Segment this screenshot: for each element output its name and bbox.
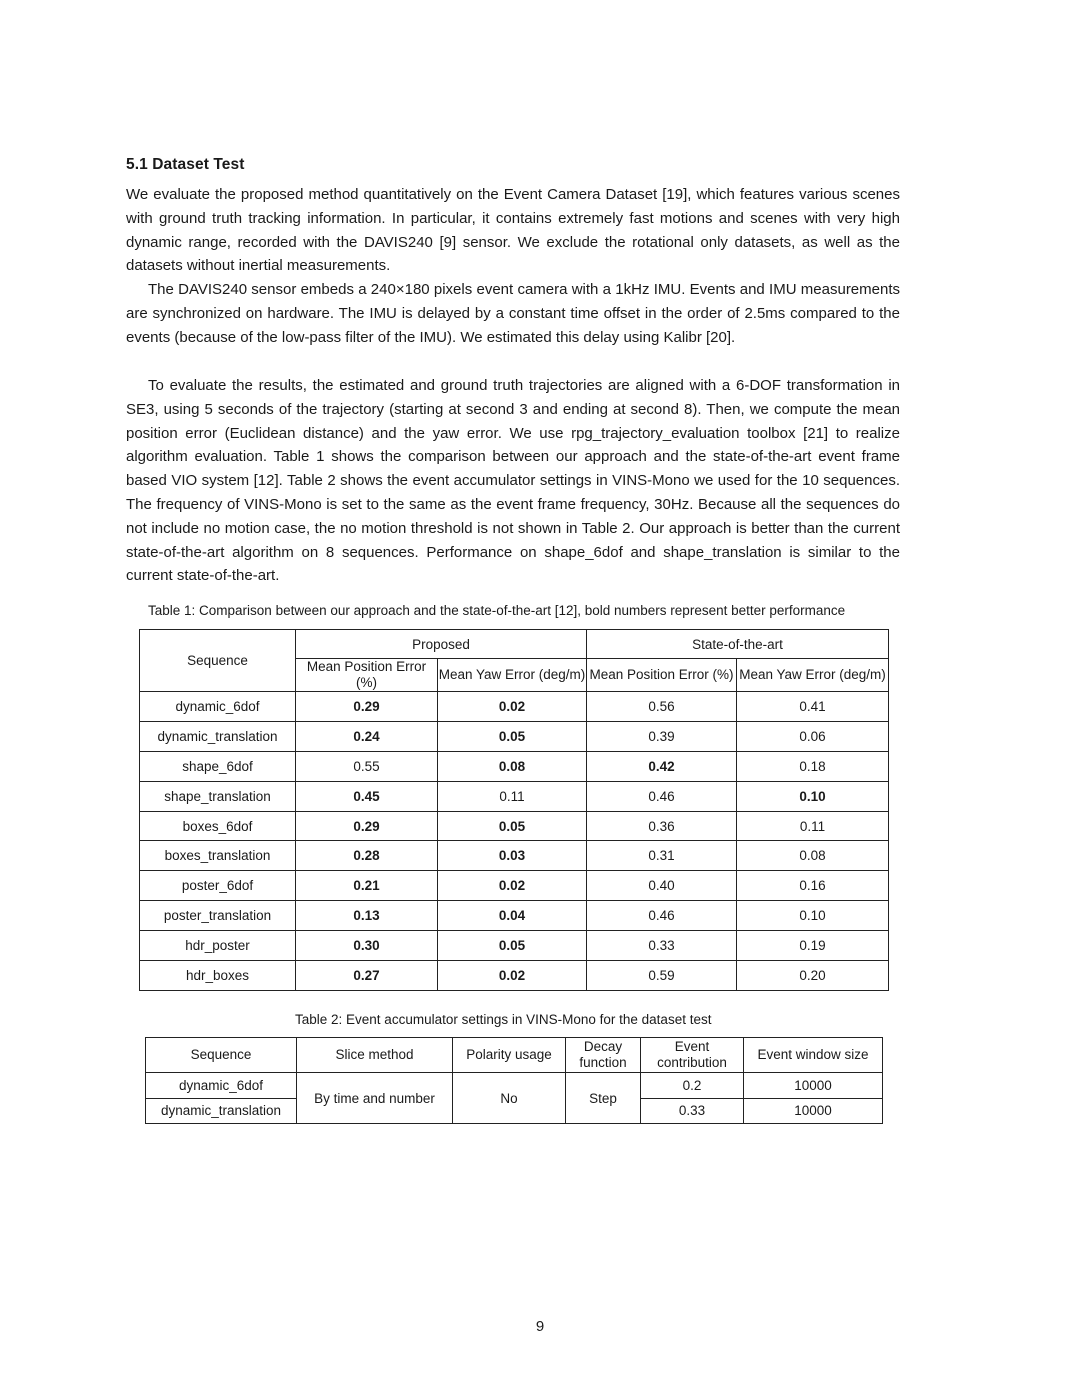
table-row [140, 871, 889, 901]
table-row [140, 751, 889, 781]
t1-cell-p-yaw: 0.02 [438, 692, 587, 722]
t1-cell-sequence: shape_6dof [140, 751, 296, 781]
t1-cell-p-pos: 0.21 [296, 871, 438, 901]
t2-cell-decay-function: Step [566, 1073, 641, 1124]
t1-cell-s-pos: 0.33 [587, 931, 737, 961]
t1-cell-s-yaw: 0.19 [737, 931, 889, 961]
t1-cell-sequence: poster_6dof [140, 871, 296, 901]
t1-cell-s-yaw: 0.10 [737, 901, 889, 931]
t1-header-proposed-yaw: Mean Yaw Error (deg/m) [438, 659, 587, 692]
t1-cell-s-pos: 0.39 [587, 721, 737, 751]
t1-cell-s-yaw: 0.08 [737, 841, 889, 871]
page-number: 9 [535, 1318, 545, 1335]
t1-cell-s-pos: 0.46 [587, 781, 737, 811]
t1-cell-p-pos: 0.13 [296, 901, 438, 931]
t1-cell-s-pos: 0.36 [587, 811, 737, 841]
table-row [140, 721, 889, 751]
t1-cell-s-yaw: 0.11 [737, 811, 889, 841]
t2-cell-sequence: dynamic_translation [146, 1098, 297, 1124]
t1-cell-s-yaw: 0.20 [737, 961, 889, 991]
t1-cell-p-yaw: 0.11 [438, 781, 587, 811]
t1-cell-p-pos: 0.29 [296, 692, 438, 722]
t2-cell-polarity-usage: No [453, 1073, 566, 1124]
t1-header-sota-position: Mean Position Error (%) [587, 659, 737, 692]
t1-cell-sequence: poster_translation [140, 901, 296, 931]
t1-cell-p-yaw: 0.02 [438, 961, 587, 991]
t1-cell-s-pos: 0.56 [587, 692, 737, 722]
t1-cell-p-yaw: 0.03 [438, 841, 587, 871]
t2-header-sequence: Sequence [146, 1038, 297, 1073]
t1-cell-s-yaw: 0.06 [737, 721, 889, 751]
table-row [140, 931, 889, 961]
section-heading: 5.1 Dataset Test [126, 156, 245, 173]
t1-header-proposed: Proposed [296, 630, 587, 659]
t2-header-event-window-size: Event window size [744, 1038, 883, 1073]
t1-cell-sequence: hdr_poster [140, 931, 296, 961]
t1-cell-p-pos: 0.55 [296, 751, 438, 781]
paragraph-1: We evaluate the proposed method quantitatively on the Event Camera Dataset [19], which features various scenes with ground truth tracking information. In particular, it contains extremely fast motions and scenes with very high dynamic range, recorded with the DAVIS240 [9] sensor. We exclude the rotational only datasets, as well as the datasets without inertial measurements. [126, 186, 900, 275]
t1-cell-s-yaw: 0.18 [737, 751, 889, 781]
t1-cell-p-pos: 0.45 [296, 781, 438, 811]
t1-cell-s-yaw: 0.10 [737, 781, 889, 811]
table-row [140, 781, 889, 811]
comparison-table [139, 629, 889, 991]
paragraph-2: The DAVIS240 sensor embeds a 240×180 pixels event camera with a 1kHz IMU. Events and IMU measurements are synchronized on hardware. The IMU is delayed by a constant time offset in the order of 2.5ms compared to the events (because of the low-pass filter of the IMU). We estimated this delay using Kalibr [20]. [126, 281, 900, 346]
t1-cell-s-yaw: 0.41 [737, 692, 889, 722]
table-row [140, 692, 889, 722]
t1-cell-p-pos: 0.24 [296, 721, 438, 751]
t2-cell-sequence: dynamic_6dof [146, 1073, 297, 1099]
t1-cell-p-yaw: 0.08 [438, 751, 587, 781]
t2-cell-event-window-size: 10000 [744, 1098, 883, 1124]
t1-cell-p-yaw: 0.05 [438, 931, 587, 961]
t1-cell-p-pos: 0.30 [296, 931, 438, 961]
t1-header-sequence: Sequence [140, 630, 296, 692]
table-row [140, 841, 889, 871]
t2-header-decay-function: Decay function [566, 1038, 641, 1073]
accumulator-settings-table [145, 1037, 883, 1124]
t1-cell-sequence: dynamic_translation [140, 721, 296, 751]
t1-header-sota-yaw: Mean Yaw Error (deg/m) [737, 659, 889, 692]
t1-cell-p-yaw: 0.05 [438, 811, 587, 841]
t1-cell-s-pos: 0.42 [587, 751, 737, 781]
t1-cell-p-yaw: 0.04 [438, 901, 587, 931]
t1-cell-sequence: hdr_boxes [140, 961, 296, 991]
t2-cell-event-contribution: 0.2 [641, 1073, 744, 1099]
table1-caption: Table 1: Comparison between our approach and the state-of-the-art [12], bold numbers represent better performance [148, 603, 846, 618]
t1-cell-sequence: boxes_translation [140, 841, 296, 871]
t1-cell-p-yaw: 0.02 [438, 871, 587, 901]
t2-cell-slice-method: By time and number [297, 1073, 453, 1124]
t1-header-sota: State-of-the-art [587, 630, 889, 659]
t1-cell-sequence: dynamic_6dof [140, 692, 296, 722]
t1-cell-p-pos: 0.28 [296, 841, 438, 871]
t1-cell-s-pos: 0.31 [587, 841, 737, 871]
t1-cell-sequence: boxes_6dof [140, 811, 296, 841]
t1-cell-s-pos: 0.46 [587, 901, 737, 931]
t1-cell-s-pos: 0.40 [587, 871, 737, 901]
t1-cell-p-pos: 0.27 [296, 961, 438, 991]
t1-cell-sequence: shape_translation [140, 781, 296, 811]
t1-cell-s-pos: 0.59 [587, 961, 737, 991]
t1-cell-p-yaw: 0.05 [438, 721, 587, 751]
table-row [140, 811, 889, 841]
t2-header-slice-method: Slice method [297, 1038, 453, 1073]
t2-cell-event-window-size: 10000 [744, 1073, 883, 1099]
table2-caption: Table 2: Event accumulator settings in VINS-Mono for the dataset test [295, 1012, 712, 1027]
t2-header-event-contribution: Event contribution [641, 1038, 744, 1073]
t2-header-polarity-usage: Polarity usage [453, 1038, 566, 1073]
t1-header-proposed-position: Mean Position Error (%) [296, 659, 438, 692]
t2-cell-event-contribution: 0.33 [641, 1098, 744, 1124]
paragraph-3: To evaluate the results, the estimated and ground truth trajectories are aligned with a 6-DOF transformation in SE3, using 5 seconds of the trajectory (starting at second 3 and ending at second 8). Then, we compute the mean position error (Euclidean distance) and the yaw error. We use rpg_trajectory_evaluation toolbox [21] to realize algorithm evaluation. Table 1 shows the comparison between our approach and the state-of-the-art event frame based VIO system [12]. Table 2 shows the event accumulator settings in VINS-Mono we used for the 10 sequences. The frequency of VINS-Mono is set to the same as the event frame frequency, 30Hz. Because all the sequences do not include no motion case, the no motion threshold is not shown in Table 2. Our approach is better than the current state-of-the-art algorithm on 8 sequences. Performance on shape_6dof and shape_translation is similar to the current state-of-the-art. [126, 377, 900, 585]
t1-body [140, 692, 889, 991]
table-row [140, 901, 889, 931]
t1-cell-p-pos: 0.29 [296, 811, 438, 841]
table-row [140, 961, 889, 991]
t1-cell-s-yaw: 0.16 [737, 871, 889, 901]
